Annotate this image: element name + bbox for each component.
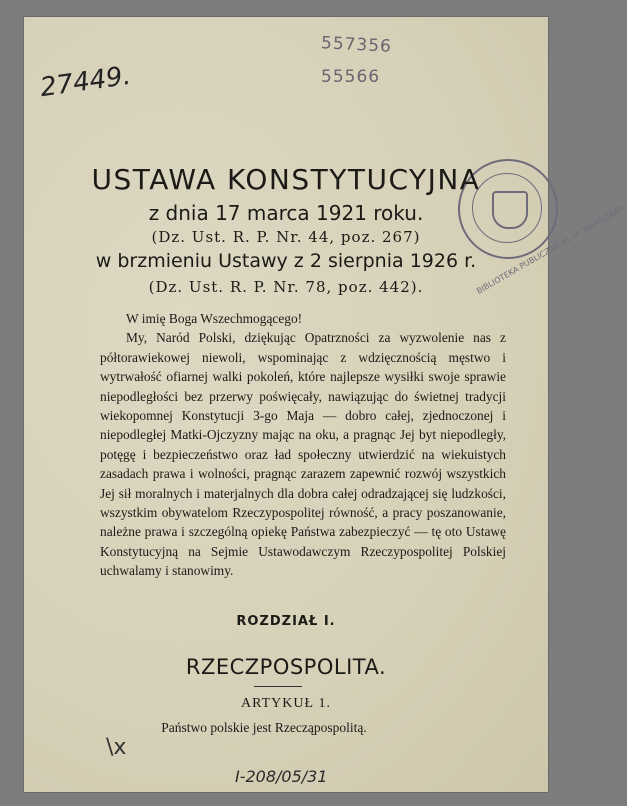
handwritten-signature-number: I-208/05/31 xyxy=(235,767,328,786)
divider xyxy=(254,686,302,687)
handwritten-mark: \x xyxy=(106,735,127,760)
handwritten-catalog-number: 27449. xyxy=(38,60,133,104)
stamp-text: BIBLIOTEKA PUBLICZNA m. st. WARSZAWY xyxy=(475,203,627,296)
journal-reference-2: (Dz. Ust. R. P. Nr. 78, poz. 442). xyxy=(148,278,424,296)
document-date: z dnia 17 marca 1921 roku. xyxy=(148,201,424,225)
preamble-text: My, Naród Polski, dziękując Opatrzności za wyzwolenie nas z półtorawiekowej niewoli, wspominając z wdzięcznością męstwo i wytrwałość ofiarnej walki pokoleń, które najlepsze wysiłki swoje sprawie niepodległości bez przerwy poświęcały, nawiązując do świetnej tradycji wiekopomnej Konstytucji 3-go Maja — dobro całej, zjednoczonej i niepodległej Matki-Ojczyzny mając na oku, a pragnąc Jej byt niepodległy, potęgę i bezpieczeństwo oraz ład społeczny utwierdzić na wiekuistych zasadach prawa i wolności, pragnąc zarazem zapewnić rozwój wszystkich Jej sił moralnych i materjalnych dla dobra całej odradzającej się ludzkości, wszystkim obywatelom Rzeczypospolitej równość, a pracy poszanowanie, należne prawa i szczególną opiekę Państwa zabezpieczyć — tę oto Ustawę Konstytucyjną na Sejmie Ustawodawczym Rzeczypospolitej Polskiej uchwalamy i stanowimy. xyxy=(100,330,506,579)
document-title: USTAWA KONSTYTUCYJNA xyxy=(91,163,481,196)
handwritten-inventory-number-1: 557356 xyxy=(320,33,393,57)
invocation: W imię Boga Wszechmogącego! xyxy=(126,311,303,326)
preamble-block xyxy=(100,309,506,581)
chapter-heading: ROZDZIAŁ I. xyxy=(236,614,336,629)
article-label: ARTYKUŁ 1. xyxy=(240,696,332,711)
amendment-line: w brzmieniu Ustawy z 2 sierpnia 1926 r. xyxy=(95,250,477,272)
article-text: Państwo polskie jest Rzecząpospolitą. xyxy=(161,720,367,735)
section-heading: RZECZPOSPOLITA. xyxy=(185,655,387,679)
handwritten-inventory-number-2: 55566 xyxy=(321,67,381,87)
document-page xyxy=(24,17,627,792)
journal-reference-1: (Dz. Ust. R. P. Nr. 44, poz. 267) xyxy=(151,228,421,246)
